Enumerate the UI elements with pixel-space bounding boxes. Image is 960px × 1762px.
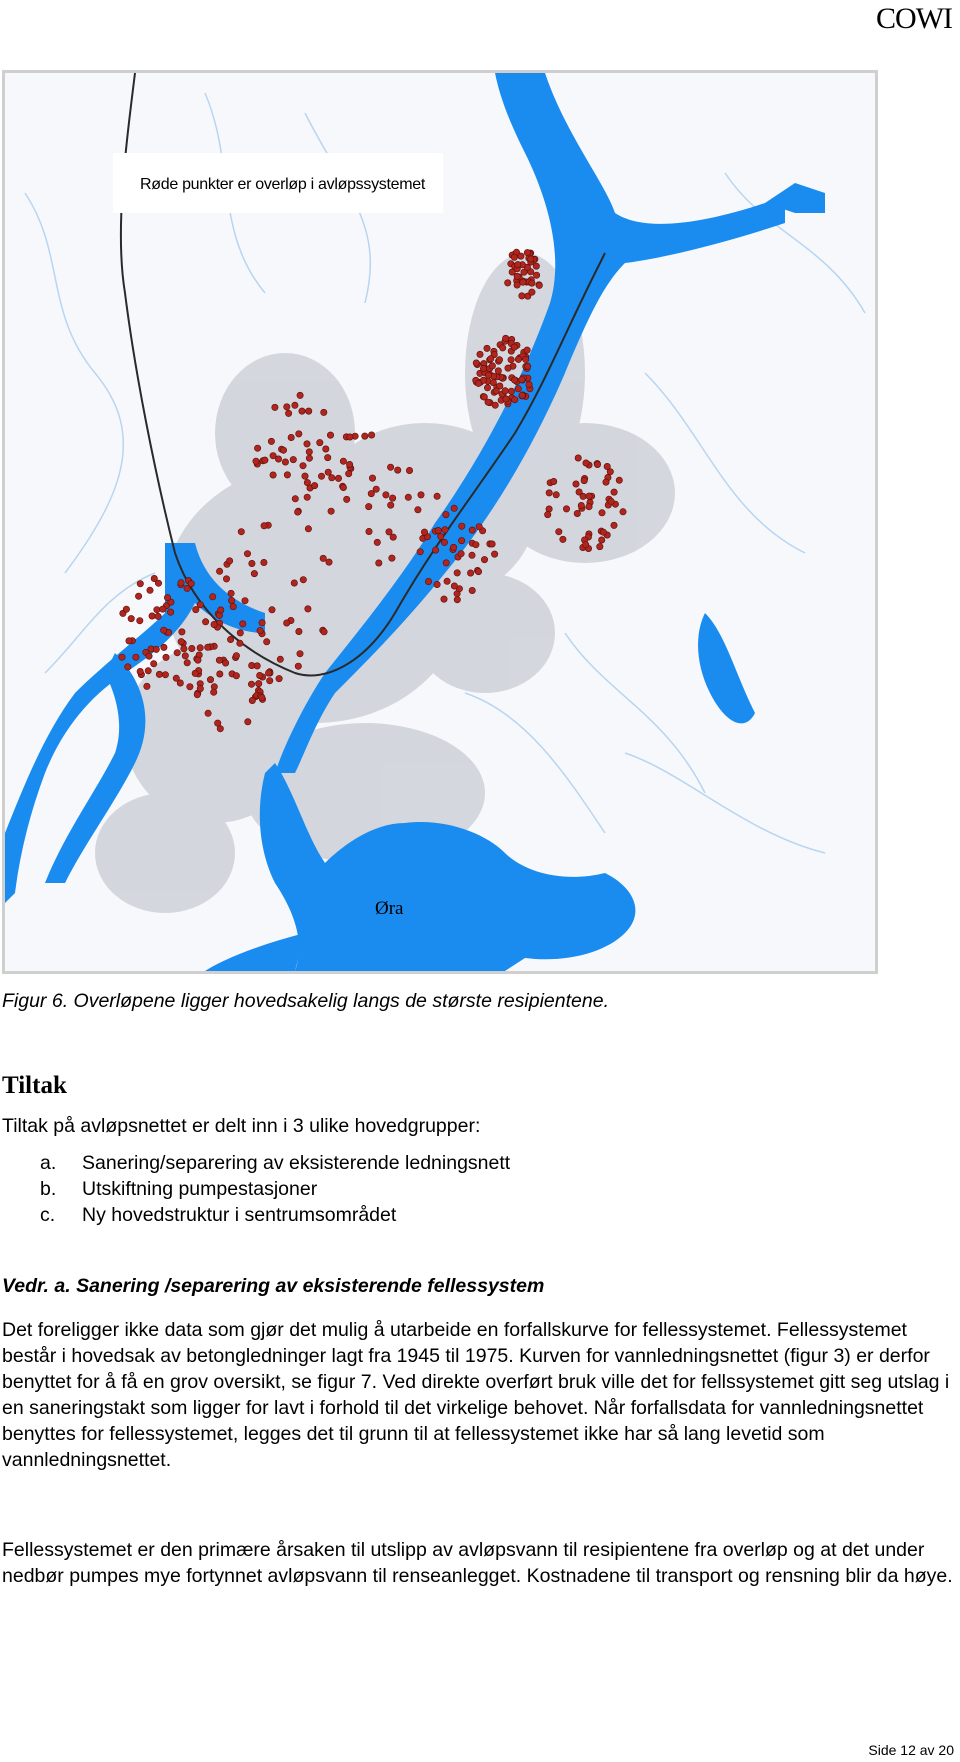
overflow-point [608, 498, 614, 504]
overflow-point [275, 456, 281, 462]
overflow-point [210, 594, 216, 600]
overflow-point [495, 368, 501, 374]
overflow-point [133, 654, 139, 660]
overflow-point [215, 720, 221, 726]
overflow-point [125, 664, 131, 670]
overflow-point [257, 627, 263, 633]
overflow-point [178, 638, 184, 644]
overflow-point [444, 578, 450, 584]
overflow-point [406, 467, 412, 473]
overflow-point [528, 256, 534, 262]
overflow-point [533, 263, 539, 269]
company-logo: COWI [876, 2, 952, 35]
overflow-point [178, 580, 184, 586]
overflow-point [244, 551, 250, 557]
overflow-point [197, 602, 203, 608]
overflow-point [473, 360, 479, 366]
overflow-point [184, 660, 190, 666]
overflow-point [515, 356, 521, 362]
overflow-point [389, 555, 395, 561]
overflow-point [518, 253, 524, 259]
overflow-point [451, 505, 457, 511]
overflow-point [306, 449, 312, 455]
overflow-point [329, 475, 335, 481]
overflow-point [292, 496, 298, 502]
overflow-point [249, 697, 255, 703]
overflow-point [228, 590, 234, 596]
overflow-point [503, 396, 509, 402]
overflow-point [257, 672, 263, 678]
overflow-point [326, 559, 332, 565]
overflow-point [306, 408, 312, 414]
overflow-point [441, 539, 447, 545]
overflow-point [251, 570, 257, 576]
overflow-point [161, 644, 167, 650]
overflow-point [368, 432, 374, 438]
overflow-point [296, 628, 302, 634]
overflow-point [604, 463, 610, 469]
overflow-point [192, 670, 198, 676]
overflow-point [261, 559, 267, 565]
overflow-point [327, 432, 333, 438]
overflow-point [311, 482, 317, 488]
overflow-point [369, 475, 375, 481]
overflow-point [248, 681, 254, 687]
overflow-point [325, 454, 331, 460]
overflow-point [545, 511, 551, 517]
overflow-point [259, 694, 265, 700]
overflow-point [195, 657, 201, 663]
overflow-point [272, 404, 278, 410]
overflow-point [520, 279, 526, 285]
overflow-point [249, 560, 255, 566]
overflow-point [181, 646, 187, 652]
overflow-point [519, 293, 525, 299]
overflow-point [222, 660, 228, 666]
overflow-point [344, 496, 350, 502]
overflow-point [346, 471, 352, 477]
overflow-point [366, 503, 372, 509]
overflow-point [583, 542, 589, 548]
list-item-text: Ny hovedstruktur i sentrumsområdet [82, 1204, 397, 1226]
overflow-point [161, 627, 167, 633]
overflow-point [395, 467, 401, 473]
overflow-point [526, 381, 532, 387]
overflow-point [476, 524, 482, 530]
overflow-point [197, 685, 203, 691]
overflow-point [218, 607, 224, 613]
overflow-point [390, 534, 396, 540]
overflow-point [147, 587, 153, 593]
overflow-point [306, 455, 312, 461]
overflow-point [292, 402, 298, 408]
overflow-point [475, 380, 481, 386]
overflow-point [290, 456, 296, 462]
overflow-point [492, 402, 498, 408]
overflow-point [233, 673, 239, 679]
overflow-point [304, 441, 310, 447]
overflow-point [405, 494, 411, 500]
overflow-point [155, 580, 161, 586]
overflow-point [533, 272, 539, 278]
overflow-point [599, 510, 605, 516]
overflow-point [137, 668, 143, 674]
overflow-point [182, 653, 188, 659]
overflow-point [137, 618, 143, 624]
overflow-point [291, 580, 297, 586]
overflow-point [270, 472, 276, 478]
figure-caption: Figur 6. Overløpene ligger hovedsakelig langs de største resipientene. [2, 990, 609, 1012]
overflow-point [207, 676, 213, 682]
overflow-point [261, 523, 267, 529]
map-image [5, 73, 875, 971]
overflow-point [284, 472, 290, 478]
overflow-point [299, 408, 305, 414]
measures-list [40, 1150, 510, 1228]
overflow-point [435, 527, 441, 533]
overflow-point [556, 529, 562, 535]
overflow-point [611, 522, 617, 528]
overflow-point [205, 710, 211, 716]
overflow-point [467, 570, 473, 576]
overflow-point [488, 356, 494, 362]
overflow-point [194, 692, 200, 698]
overflow-point [418, 492, 424, 498]
overflow-point [284, 404, 290, 410]
overflow-point [216, 568, 222, 574]
overflow-point [586, 504, 592, 510]
overflow-point [321, 409, 327, 415]
overflow-point [553, 492, 559, 498]
overflow-point [529, 280, 535, 286]
overflow-point [259, 620, 265, 626]
overflow-point [425, 578, 431, 584]
overflow-point [514, 282, 520, 288]
overflow-point [519, 377, 525, 383]
overflow-point [340, 458, 346, 464]
overflow-point [603, 479, 609, 485]
overflow-point [583, 460, 589, 466]
overflow-point [511, 377, 517, 383]
overflow-point [347, 434, 353, 440]
overflow-point [489, 541, 495, 547]
overflow-point [368, 490, 374, 496]
overflow-point [340, 484, 346, 490]
overflow-point [164, 594, 170, 600]
overflow-point [233, 653, 239, 659]
overflow-point [318, 473, 324, 479]
overflow-point [599, 537, 605, 543]
overflow-point [179, 629, 185, 635]
overflow-point [481, 556, 487, 562]
overflow-point [187, 684, 193, 690]
overflow-point [366, 528, 372, 534]
overflow-point [245, 719, 251, 725]
overflow-point [227, 636, 233, 642]
overflow-point [505, 280, 511, 286]
overflow-point [325, 469, 331, 475]
overflow-point [264, 639, 270, 645]
overflow-point [162, 672, 168, 678]
overflow-point [438, 533, 444, 539]
overflow-point [443, 511, 449, 517]
overflow-point [321, 629, 327, 635]
overflow-point [173, 675, 179, 681]
overflow-point [217, 671, 223, 677]
overflow-point [586, 493, 592, 499]
overflow-point [188, 580, 194, 586]
overflow-point [441, 596, 447, 602]
overflow-point [511, 254, 517, 260]
overflow-point [156, 671, 162, 677]
overflow-point [374, 539, 380, 545]
section-heading: Tiltak [2, 1072, 67, 1099]
overflow-point [297, 392, 303, 398]
overflow-point [515, 386, 521, 392]
overflow-point [163, 654, 169, 660]
overflow-point [415, 507, 421, 513]
overflow-point [211, 621, 217, 627]
page-number: Side 12 av 20 [868, 1742, 954, 1758]
overflow-point [502, 388, 508, 394]
overflow-point [237, 630, 243, 636]
overflow-point [512, 397, 518, 403]
overflow-point [268, 438, 274, 444]
overflow-point [600, 529, 606, 535]
list-item [40, 1150, 510, 1176]
overflow-point [305, 526, 311, 532]
overflow-point [454, 597, 460, 603]
overflow-point [302, 473, 308, 479]
overflow-point [594, 461, 600, 467]
overflow-point [202, 619, 208, 625]
overflow-point [383, 492, 389, 498]
overflow-point [496, 357, 502, 363]
overflow-point [300, 577, 306, 583]
overflow-point [144, 683, 150, 689]
overflow-point [480, 365, 486, 371]
overflow-point [216, 657, 222, 663]
subsection-heading: Vedr. a. Sanering /separering av eksisterende fellessystem [2, 1275, 545, 1297]
body-paragraph: Fellessystemet er den primære årsaken til utslipp av avløpsvann til resipientene fra overløp og at det under nedbør pumpes mye fortynnet avløpsvann til renseanlegget. Kostnadene til transport og rensning blir da høye. [2, 1539, 953, 1587]
overflow-point [578, 502, 584, 508]
overflow-point [223, 576, 229, 582]
overflow-point [451, 583, 457, 589]
overflow-point [515, 261, 521, 267]
overflow-point [320, 555, 326, 561]
overflow-point [477, 351, 483, 357]
overflow-point [511, 344, 517, 350]
overflow-point [285, 410, 291, 416]
overflow-point [611, 489, 617, 495]
overflow-point [228, 597, 234, 603]
list-item [40, 1176, 510, 1202]
overflow-point [254, 445, 260, 451]
overflow-point [153, 646, 159, 652]
overflow-point [500, 345, 506, 351]
overflow-point [300, 463, 306, 469]
overflow-point [485, 399, 491, 405]
overflow-point [523, 356, 529, 362]
overflow-point [421, 529, 427, 535]
overflow-point [297, 651, 303, 657]
overflow-map-figure [2, 70, 878, 974]
overflow-point [573, 481, 579, 487]
overflow-point [280, 447, 286, 453]
overflow-point [262, 457, 268, 463]
overflow-point [146, 653, 152, 659]
overflow-point [160, 606, 166, 612]
overflow-point [137, 581, 143, 587]
overflow-point [469, 527, 475, 533]
overflow-point [155, 613, 161, 619]
overflow-point [485, 372, 491, 378]
overflow-point [514, 273, 520, 279]
overflow-point [580, 493, 586, 499]
list-marker: c. [40, 1204, 56, 1226]
overflow-point [328, 508, 334, 514]
overflow-point [386, 529, 392, 535]
overflow-point [346, 461, 352, 467]
overflow-point [154, 607, 160, 613]
overflow-point [317, 439, 323, 445]
overflow-point [551, 478, 557, 484]
overflow-point [305, 606, 311, 612]
overflow-point [388, 502, 394, 508]
overflow-point [240, 621, 246, 627]
overflow-point [282, 459, 288, 465]
overflow-point [491, 551, 497, 557]
overflow-point [197, 645, 203, 651]
overflow-point [473, 542, 479, 548]
overflow-point [295, 509, 301, 515]
overflow-point [417, 549, 423, 555]
overflow-point [563, 506, 569, 512]
overflow-point [432, 547, 438, 553]
overflow-point [304, 494, 310, 500]
overflow-point [529, 289, 535, 295]
overflow-point [503, 335, 509, 341]
overflow-point [489, 363, 495, 369]
overflow-point [387, 464, 393, 470]
overflow-point [454, 570, 460, 576]
overflow-point [284, 620, 290, 626]
overflow-point [484, 385, 490, 391]
overflow-point [376, 560, 382, 566]
overflow-point [253, 458, 259, 464]
overflow-point [119, 654, 125, 660]
map-legend-note: Røde punkter er overløp i avløpssystemet [140, 176, 425, 193]
body-paragraph: Det foreligger ikke data som gjør det mulig å utarbeide en forfallskurve for fellessystemet. Fellessystemet består i hovedsak av betongledninger lagt fra 1945 til 1975. Kurven for vannledningsnettet (figur 3) er derfor benyttet for å få en grov oversikt, se figur 7. Ved direkte overført bruk ville det for fellssystemet gitt seg utslag i en saneringstakt som ligger for lavt i forhold til det virkelige behovet. Når forfallsdata for vannledningsnettet benyttes for fellessystemet, legges det til grunn til at fellessystemet ikke har så lang levetid som vannledningsnettet. [2, 1319, 950, 1471]
overflow-point [205, 644, 211, 650]
overflow-point [536, 282, 542, 288]
overflow-point [493, 388, 499, 394]
overflow-point [151, 661, 157, 667]
overflow-point [581, 477, 587, 483]
overflow-point [189, 645, 195, 651]
overflow-point [475, 568, 481, 574]
overflow-point [265, 670, 271, 676]
section-intro: Tiltak på avløpsnettet er delt inn i 3 ulike hovedgrupper: [2, 1115, 481, 1137]
overflow-point [458, 551, 464, 557]
overflow-point [335, 475, 341, 481]
list-item-text: Sanering/separering av eksisterende ledningsnett [82, 1152, 511, 1174]
overflow-point [469, 552, 475, 558]
overflow-point [450, 544, 456, 550]
overflow-point [211, 689, 217, 695]
overflow-point [505, 365, 511, 371]
overflow-point [519, 392, 525, 398]
overflow-point [126, 638, 132, 644]
overflow-point [597, 543, 603, 549]
overflow-point [254, 663, 260, 669]
overflow-point [362, 433, 368, 439]
overflow-point [508, 388, 514, 394]
overflow-point [525, 363, 531, 369]
overflow-point [135, 593, 141, 599]
overflow-point [560, 536, 566, 542]
list-item [40, 1202, 510, 1228]
overflow-point [128, 615, 134, 621]
overflow-point [574, 510, 580, 516]
overflow-point [575, 455, 581, 461]
overflow-point [123, 606, 129, 612]
overflow-point [434, 493, 440, 499]
overflow-point [256, 680, 262, 686]
overflow-point [620, 509, 626, 515]
overflow-point [458, 537, 464, 543]
overflow-point [288, 434, 294, 440]
overflow-point [277, 656, 283, 662]
overflow-point [546, 490, 552, 496]
overflow-point [238, 529, 244, 535]
list-item-text: Utskiftning pumpestasjoner [82, 1178, 318, 1200]
overflow-point [443, 560, 449, 566]
overflow-point [267, 678, 273, 684]
overflow-point [434, 581, 440, 587]
overflow-point [296, 431, 302, 437]
overflow-point [295, 663, 301, 669]
overflow-point [149, 613, 155, 619]
overflow-point [237, 640, 243, 646]
overflow-point [442, 527, 448, 533]
overflow-point [226, 558, 232, 564]
overflow-point [174, 650, 180, 656]
overflow-point [484, 345, 490, 351]
list-marker: a. [40, 1152, 57, 1174]
overflow-point [469, 587, 475, 593]
overflow-point [616, 477, 622, 483]
overflow-point [230, 603, 236, 609]
overflow-point [459, 523, 465, 529]
map-place-label: Øra [375, 898, 404, 919]
overflow-point [242, 598, 248, 604]
overflow-point [269, 607, 275, 613]
overflow-point [145, 668, 151, 674]
overflow-point [508, 357, 514, 363]
list-marker: b. [40, 1178, 57, 1200]
overflow-point [524, 347, 530, 353]
overflow-point [389, 495, 395, 501]
overflow-point [276, 675, 282, 681]
overflow-point [323, 446, 329, 452]
overflow-point [167, 609, 173, 615]
